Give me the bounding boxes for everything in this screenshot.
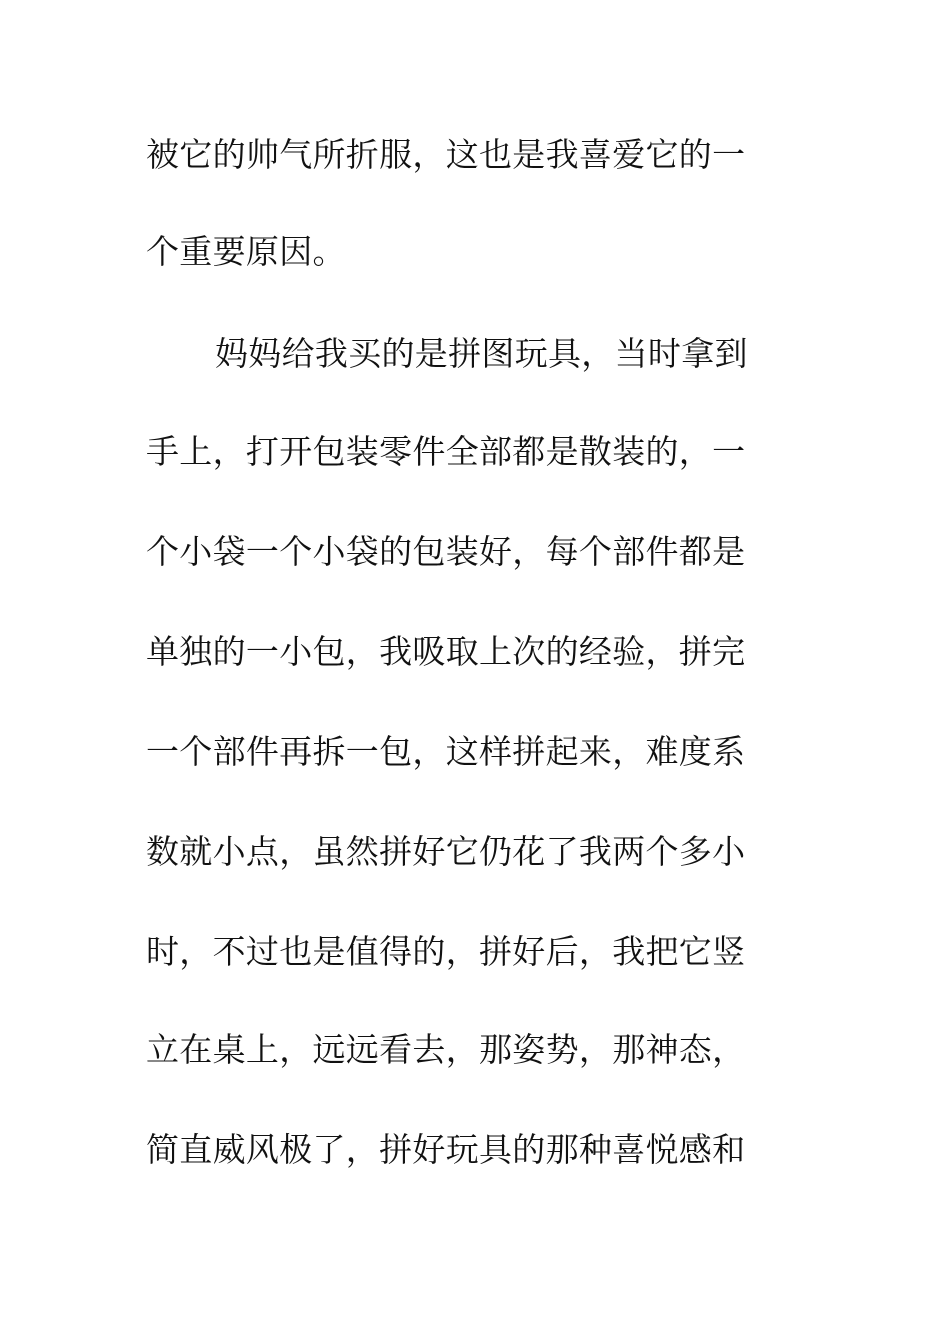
text-line-1: 被它的帅气所折服，这也是我喜爱它的一 (146, 135, 746, 174)
text-line-2: 个重要原因。 (146, 232, 346, 271)
text-line-5: 个小袋一个小袋的包装好，每个部件都是 (146, 532, 746, 571)
text-line-8: 数就小点，虽然拼好它仍花了我两个多小 (146, 832, 746, 871)
text-line-9: 时，不过也是值得的，拼好后，我把它竖 (146, 932, 746, 971)
text-line-7: 一个部件再拆一包，这样拼起来，难度系 (146, 732, 746, 771)
paragraph-start-line: 妈妈给我买的是拼图玩具，当时拿到 (215, 334, 748, 373)
text-line-4: 手上，打开包装零件全部都是散装的，一 (146, 432, 746, 471)
text-line-6: 单独的一小包，我吸取上次的经验，拼完 (146, 632, 746, 671)
text-line-10: 立在桌上，远远看去，那姿势，那神态， (146, 1030, 746, 1069)
text-line-11: 简直威风极了，拼好玩具的那种喜悦感和 (146, 1130, 746, 1169)
